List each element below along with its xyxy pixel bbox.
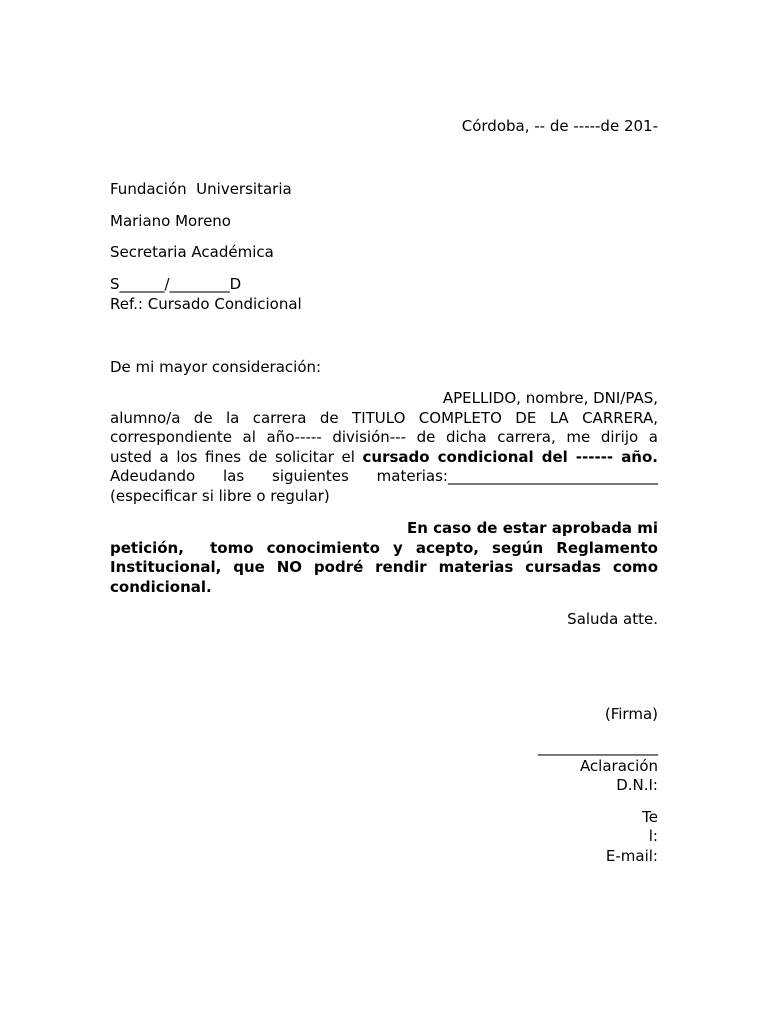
body1-line-2: alumno/a de la carrera de TITULO COMPLETO DE LA CARRERA, — [110, 408, 658, 427]
recipient-name: Mariano Moreno — [110, 212, 231, 230]
body2-line-2: petición, tomo conocimiento y acepto, según Reglamento — [110, 538, 658, 557]
signature-line: ________________ — [538, 738, 658, 756]
email-label: E-mail: — [605, 847, 658, 865]
firma-label: (Firma) — [604, 705, 658, 723]
recipient-institution: Fundación Universitaria — [110, 180, 292, 198]
body1-line-6: (especificar si libre o regular) — [110, 486, 330, 505]
reference-line: Ref.: Cursado Condicional — [110, 295, 302, 313]
body1-line-4 — [110, 448, 658, 468]
body1-line-4-text: usted a los fines de solicitar el — [110, 447, 363, 466]
body-paragraph-2 — [110, 519, 658, 597]
date-line: Córdoba, -- de -----de 201- — [461, 117, 658, 135]
closing-line: Saluda atte. — [567, 610, 658, 628]
body-paragraph-1 — [110, 389, 658, 506]
body2-line-3: Institucional, que NO podré rendir materias cursadas como — [110, 558, 658, 576]
cursado-condicional-phrase: cursado condicional del ------ año. — [362, 447, 658, 466]
tel-label-part-2: l: — [648, 827, 658, 845]
body1-line-1: APELLIDO, nombre, DNI/PAS, — [442, 389, 658, 407]
recipient-sd-line: S______/________D — [110, 275, 242, 293]
body2-line-4: condicional. — [110, 577, 212, 596]
dni-label: D.N.I: — [616, 776, 658, 794]
body1-line-3: correspondiente al año----- división--- de dicha carrera, me dirijo a — [110, 428, 658, 446]
tel-label-part-1: Te — [642, 808, 658, 826]
salutation: De mi mayor consideración: — [110, 358, 322, 376]
body2-line-1: En caso de estar aprobada mi — [406, 519, 658, 537]
aclaracion-label: Aclaración — [579, 757, 658, 775]
recipient-department: Secretaria Académica — [110, 243, 274, 261]
body1-line-5: Adeudando las siguientes materias:____________________________ — [110, 467, 658, 485]
